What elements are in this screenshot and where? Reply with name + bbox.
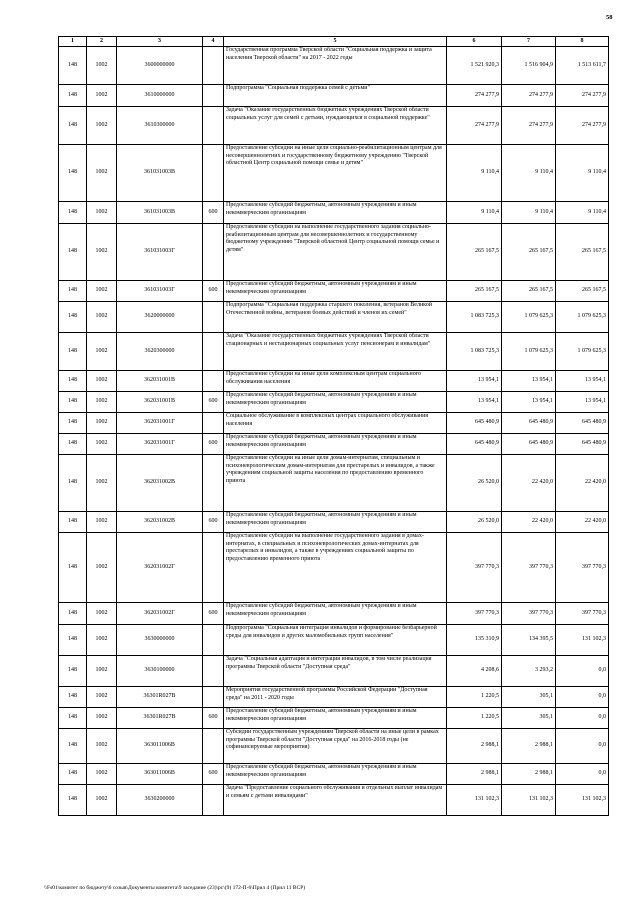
cell-section: 1002 <box>87 512 117 533</box>
table-row <box>59 785 609 816</box>
table-row <box>59 371 609 392</box>
table-header-row <box>59 37 609 47</box>
table-row <box>59 413 609 434</box>
cell-description: Социальное обслуживание в комплексных центрах социального обслуживания населения <box>224 413 447 434</box>
cell-expense-type <box>203 333 224 371</box>
cell-chapter: 148 <box>59 455 87 512</box>
cell-description: Предоставление субсидий бюджетным, автономным учреждениям и иным некоммерческим организациям <box>224 603 447 625</box>
cell-amount-col8: 274 277,9 <box>556 85 609 107</box>
cell-amount-col7: 22 420,0 <box>502 512 556 533</box>
cell-expense-type: 600 <box>203 603 224 625</box>
cell-section: 1002 <box>87 603 117 625</box>
cell-amount-col7: 645 480,9 <box>502 434 556 455</box>
cell-expense-type <box>203 224 224 281</box>
cell-amount-col7: 22 420,0 <box>502 455 556 512</box>
cell-description: Предоставление субсидий бюджетным, автономным учреждениям и иным некоммерческим организациям <box>224 281 447 302</box>
cell-amount-col7: 305,1 <box>502 708 556 729</box>
cell-expense-type <box>203 729 224 764</box>
cell-section: 1002 <box>87 281 117 302</box>
cell-section: 1002 <box>87 533 117 603</box>
cell-target-article: 362031002Г <box>117 533 203 603</box>
cell-section: 1002 <box>87 47 117 85</box>
cell-chapter: 148 <box>59 729 87 764</box>
cell-description: Подпрограмма "Социальная интеграция инвалидов и формирование безбарьерной среды для инвалидов и других маломобильных групп населения" <box>224 625 447 656</box>
cell-amount-col7: 3 293,2 <box>502 656 556 687</box>
cell-amount-col7: 397 770,3 <box>502 603 556 625</box>
cell-expense-type <box>203 625 224 656</box>
cell-description: Задача "Оказание государственных бюджетных учреждениях Тверской области стационарных и нестационарных социальных услуг пенсионерам и инвалидам" <box>224 333 447 371</box>
cell-chapter: 148 <box>59 764 87 785</box>
cell-section: 1002 <box>87 145 117 202</box>
column-header: 2 <box>87 37 117 47</box>
column-header: 6 <box>447 37 502 47</box>
table-row <box>59 224 609 281</box>
cell-description: Мероприятия государственной программы Российской Федерации "Доступная среда" на 2011 - 2020 годы <box>224 687 447 708</box>
column-header: 7 <box>502 37 556 47</box>
cell-chapter: 148 <box>59 785 87 816</box>
cell-amount-col8: 1 079 625,3 <box>556 302 609 333</box>
cell-amount-col6: 645 480,9 <box>447 413 502 434</box>
cell-amount-col6: 265 167,5 <box>447 224 502 281</box>
column-header: 1 <box>59 37 87 47</box>
cell-expense-type <box>203 145 224 202</box>
cell-description: Задача "Предоставление социального обслуживания и отдельных выплат инвалидам и семьям с детьми инвалидами" <box>224 785 447 816</box>
cell-amount-col6: 2 988,1 <box>447 764 502 785</box>
cell-amount-col8: 9 110,4 <box>556 145 609 202</box>
cell-amount-col7: 9 110,4 <box>502 145 556 202</box>
cell-description: Предоставление субсидии на выполнение государственного задания социально-реабилитационным центрам для несовершеннолетних и государственному бюджетному учреждению "Тверской областной Центр социальной помощи семье и детям" <box>224 224 447 281</box>
cell-amount-col6: 274 277,9 <box>447 85 502 107</box>
cell-chapter: 148 <box>59 47 87 85</box>
column-header: 3 <box>117 37 203 47</box>
cell-amount-col8: 265 167,5 <box>556 281 609 302</box>
cell-target-article: 3630200000 <box>117 785 203 816</box>
cell-expense-type: 600 <box>203 434 224 455</box>
cell-chapter: 148 <box>59 107 87 145</box>
cell-amount-col6: 1 220,5 <box>447 708 502 729</box>
cell-chapter: 148 <box>59 434 87 455</box>
cell-chapter: 148 <box>59 145 87 202</box>
cell-chapter: 148 <box>59 687 87 708</box>
cell-chapter: 148 <box>59 708 87 729</box>
cell-amount-col7: 1 079 625,3 <box>502 333 556 371</box>
cell-amount-col6: 4 208,6 <box>447 656 502 687</box>
cell-amount-col8: 1 513 611,7 <box>556 47 609 85</box>
cell-amount-col8: 645 480,9 <box>556 434 609 455</box>
table-row <box>59 202 609 224</box>
table-row <box>59 687 609 708</box>
cell-chapter: 148 <box>59 302 87 333</box>
cell-amount-col6: 274 277,9 <box>447 107 502 145</box>
cell-description: Предоставление субсидий бюджетным, автономным учреждениям и иным некоммерческим организациям <box>224 512 447 533</box>
cell-amount-col7: 1 079 625,3 <box>502 302 556 333</box>
table-row <box>59 333 609 371</box>
cell-amount-col6: 397 770,3 <box>447 603 502 625</box>
cell-expense-type <box>203 785 224 816</box>
table-row <box>59 107 609 145</box>
cell-target-article: 362031002В <box>117 455 203 512</box>
cell-description: Предоставление субсидий бюджетным, автономным учреждениям и иным некоммерческим организациям <box>224 708 447 729</box>
cell-amount-col7: 2 988,1 <box>502 729 556 764</box>
cell-amount-col6: 397 770,3 <box>447 533 502 603</box>
cell-chapter: 148 <box>59 202 87 224</box>
cell-amount-col6: 13 954,1 <box>447 392 502 413</box>
page-number: 58 <box>606 14 613 21</box>
cell-section: 1002 <box>87 764 117 785</box>
cell-description: Предоставление субсидии на иные цели комплексным центрам социального обслуживания населения <box>224 371 447 392</box>
cell-expense-type <box>203 656 224 687</box>
cell-target-article: 3630000000 <box>117 625 203 656</box>
cell-target-article: 361031003Г <box>117 224 203 281</box>
cell-expense-type: 600 <box>203 708 224 729</box>
budget-table <box>58 36 609 816</box>
cell-amount-col7: 1 516 904,9 <box>502 47 556 85</box>
cell-chapter: 148 <box>59 413 87 434</box>
cell-amount-col6: 9 110,4 <box>447 202 502 224</box>
cell-amount-col8: 131 102,3 <box>556 785 609 816</box>
cell-chapter: 148 <box>59 603 87 625</box>
cell-amount-col7: 645 480,9 <box>502 413 556 434</box>
cell-expense-type <box>203 107 224 145</box>
cell-amount-col8: 645 480,9 <box>556 413 609 434</box>
cell-amount-col8: 13 954,1 <box>556 392 609 413</box>
cell-target-article: 362031002В <box>117 512 203 533</box>
cell-description: Задача "Социальная адаптация и интеграция инвалидов, в том числе реализация программы Тверской области "Доступная среда" <box>224 656 447 687</box>
cell-amount-col6: 26 520,0 <box>447 512 502 533</box>
cell-amount-col7: 274 277,9 <box>502 85 556 107</box>
cell-description: Подпрограмма "Социальная поддержка старшего поколения, ветеранов Великой Отечественной войны, ветеранов боевых действий и членов их семей" <box>224 302 447 333</box>
table-row <box>59 729 609 764</box>
cell-description: Предоставление субсидии на иные цели домам-интернатам, специальным и психоневрологическим домам-интернатам для престарелых и инвалидов, а также учреждениям социальной защиты населения по предоставлению временного приюта <box>224 455 447 512</box>
cell-amount-col6: 1 220,5 <box>447 687 502 708</box>
cell-target-article: 3620000000 <box>117 302 203 333</box>
cell-chapter: 148 <box>59 512 87 533</box>
cell-section: 1002 <box>87 656 117 687</box>
cell-amount-col6: 2 988,1 <box>447 729 502 764</box>
cell-section: 1002 <box>87 625 117 656</box>
cell-amount-col7: 305,1 <box>502 687 556 708</box>
table-row <box>59 533 609 603</box>
table-row <box>59 281 609 302</box>
cell-expense-type <box>203 85 224 107</box>
cell-amount-col6: 26 520,0 <box>447 455 502 512</box>
cell-chapter: 148 <box>59 333 87 371</box>
cell-amount-col8: 0,0 <box>556 764 609 785</box>
cell-target-article: 36301R027В <box>117 687 203 708</box>
cell-amount-col6: 1 083 725,3 <box>447 333 502 371</box>
column-header: 4 <box>203 37 224 47</box>
cell-section: 1002 <box>87 413 117 434</box>
cell-section: 1002 <box>87 687 117 708</box>
cell-description: Предоставление субсидий бюджетным, автономным учреждениям и иным некоммерческим организациям <box>224 434 447 455</box>
table-row <box>59 656 609 687</box>
cell-expense-type: 600 <box>203 392 224 413</box>
table-row <box>59 512 609 533</box>
cell-target-article: 362031001В <box>117 392 203 413</box>
cell-amount-col8: 131 102,3 <box>556 625 609 656</box>
cell-amount-col6: 1 083 725,3 <box>447 302 502 333</box>
cell-amount-col8: 0,0 <box>556 729 609 764</box>
cell-description: Предоставление субсидий бюджетным, автономным учреждениям и иным некоммерческим организациям <box>224 392 447 413</box>
cell-expense-type <box>203 413 224 434</box>
cell-target-article: 361031003Г <box>117 281 203 302</box>
cell-amount-col6: 1 521 920,3 <box>447 47 502 85</box>
cell-chapter: 148 <box>59 533 87 603</box>
cell-amount-col7: 2 988,1 <box>502 764 556 785</box>
table-row <box>59 392 609 413</box>
cell-amount-col8: 397 770,3 <box>556 533 609 603</box>
cell-amount-col7: 265 167,5 <box>502 224 556 281</box>
cell-amount-col7: 13 954,1 <box>502 371 556 392</box>
table-row <box>59 764 609 785</box>
cell-chapter: 148 <box>59 392 87 413</box>
cell-section: 1002 <box>87 455 117 512</box>
cell-chapter: 148 <box>59 371 87 392</box>
cell-description: Субсидии государственным учреждениям Тверской области на иные цели в рамках программы Тверской области "Доступная среда" на 2016-2018 годы (не софинансируемые мероприятия) <box>224 729 447 764</box>
cell-chapter: 148 <box>59 224 87 281</box>
cell-target-article: 362031001Г <box>117 434 203 455</box>
cell-amount-col8: 265 167,5 <box>556 224 609 281</box>
cell-amount-col8: 1 079 625,3 <box>556 333 609 371</box>
cell-target-article: 363011006В <box>117 764 203 785</box>
cell-target-article: 3630100000 <box>117 656 203 687</box>
cell-section: 1002 <box>87 202 117 224</box>
cell-expense-type: 600 <box>203 764 224 785</box>
cell-amount-col7: 265 167,5 <box>502 281 556 302</box>
cell-section: 1002 <box>87 107 117 145</box>
cell-target-article: 362031001В <box>117 371 203 392</box>
cell-section: 1002 <box>87 302 117 333</box>
cell-amount-col8: 13 954,1 <box>556 371 609 392</box>
cell-target-article: 362031001Г <box>117 413 203 434</box>
cell-expense-type <box>203 687 224 708</box>
cell-expense-type <box>203 302 224 333</box>
cell-amount-col6: 13 954,1 <box>447 371 502 392</box>
cell-target-article: 3610000000 <box>117 85 203 107</box>
cell-chapter: 148 <box>59 281 87 302</box>
cell-target-article: 36301R027В <box>117 708 203 729</box>
cell-target-article: 362031002Г <box>117 603 203 625</box>
table-row <box>59 434 609 455</box>
cell-expense-type: 600 <box>203 512 224 533</box>
cell-expense-type <box>203 47 224 85</box>
cell-section: 1002 <box>87 224 117 281</box>
cell-amount-col6: 131 102,3 <box>447 785 502 816</box>
cell-target-article: 3620300000 <box>117 333 203 371</box>
cell-chapter: 148 <box>59 625 87 656</box>
cell-target-article: 3610300000 <box>117 107 203 145</box>
cell-chapter: 148 <box>59 656 87 687</box>
cell-amount-col7: 13 954,1 <box>502 392 556 413</box>
cell-target-article: 361031003В <box>117 145 203 202</box>
cell-amount-col7: 274 277,9 <box>502 107 556 145</box>
cell-amount-col8: 274 277,9 <box>556 107 609 145</box>
cell-expense-type <box>203 455 224 512</box>
cell-amount-col6: 265 167,5 <box>447 281 502 302</box>
cell-section: 1002 <box>87 708 117 729</box>
cell-chapter: 148 <box>59 85 87 107</box>
cell-description: Предоставление субсидии на иные цели социально-реабилитационным центрам для несовершеннолетних и государственному бюджетному учреждению "Тверской областной Центр социальной помощи семье и детям" <box>224 145 447 202</box>
table-row <box>59 145 609 202</box>
table-row <box>59 302 609 333</box>
cell-expense-type: 600 <box>203 202 224 224</box>
cell-section: 1002 <box>87 434 117 455</box>
cell-amount-col8: 22 420,0 <box>556 455 609 512</box>
cell-amount-col7: 397 770,3 <box>502 533 556 603</box>
table-row <box>59 455 609 512</box>
cell-amount-col7: 131 102,3 <box>502 785 556 816</box>
cell-section: 1002 <box>87 333 117 371</box>
cell-amount-col8: 9 110,4 <box>556 202 609 224</box>
cell-expense-type: 600 <box>203 281 224 302</box>
cell-description: Подпрограмма "Социальная поддержка семей с детьми" <box>224 85 447 107</box>
cell-description: Предоставление субсидии на выполнение государственного задания в домах-интернатах, в специальных и психоневрологических домах-интернатах для престарелых и инвалидов, а также в учреждениях социальной защиты по предоставлению временного приюта <box>224 533 447 603</box>
cell-section: 1002 <box>87 392 117 413</box>
cell-expense-type <box>203 533 224 603</box>
cell-section: 1002 <box>87 785 117 816</box>
cell-amount-col7: 134 395,5 <box>502 625 556 656</box>
cell-section: 1002 <box>87 85 117 107</box>
cell-target-article: 3600000000 <box>117 47 203 85</box>
cell-target-article: 361031003В <box>117 202 203 224</box>
cell-amount-col8: 397 770,3 <box>556 603 609 625</box>
cell-target-article: 363011006В <box>117 729 203 764</box>
table-row <box>59 603 609 625</box>
column-header: 5 <box>224 37 447 47</box>
column-header: 8 <box>556 37 609 47</box>
cell-section: 1002 <box>87 729 117 764</box>
cell-amount-col6: 645 480,9 <box>447 434 502 455</box>
cell-description: Задача "Оказание государственных бюджетных учреждениях Тверской области социальных услуг для семей с детьми, нуждающихся в социальной поддержке" <box>224 107 447 145</box>
cell-amount-col8: 0,0 <box>556 687 609 708</box>
table-row <box>59 47 609 85</box>
file-path-footer: \\Fs01\комитет по бюджету\6 созыв\Документы комитета\9 заседание (23)\рс\(9) 172-П-6\Прил 4 (Прил 11 ВСР) <box>44 885 306 891</box>
cell-amount-col6: 9 110,4 <box>447 145 502 202</box>
cell-expense-type <box>203 371 224 392</box>
cell-description: Предоставление субсидий бюджетным, автономным учреждениям и иным некоммерческим организациям <box>224 764 447 785</box>
cell-amount-col8: 0,0 <box>556 708 609 729</box>
table-row <box>59 85 609 107</box>
table-row <box>59 625 609 656</box>
cell-amount-col6: 135 310,9 <box>447 625 502 656</box>
cell-description: Предоставление субсидий бюджетным, автономным учреждениям и иным некоммерческим организациям <box>224 202 447 224</box>
cell-amount-col8: 22 420,0 <box>556 512 609 533</box>
cell-amount-col7: 9 110,4 <box>502 202 556 224</box>
cell-amount-col8: 0,0 <box>556 656 609 687</box>
cell-description: Государственная программа Тверской области "Социальная поддержка и защита населения Тверской области" на 2017 - 2022 годы <box>224 47 447 85</box>
cell-section: 1002 <box>87 371 117 392</box>
table-row <box>59 708 609 729</box>
